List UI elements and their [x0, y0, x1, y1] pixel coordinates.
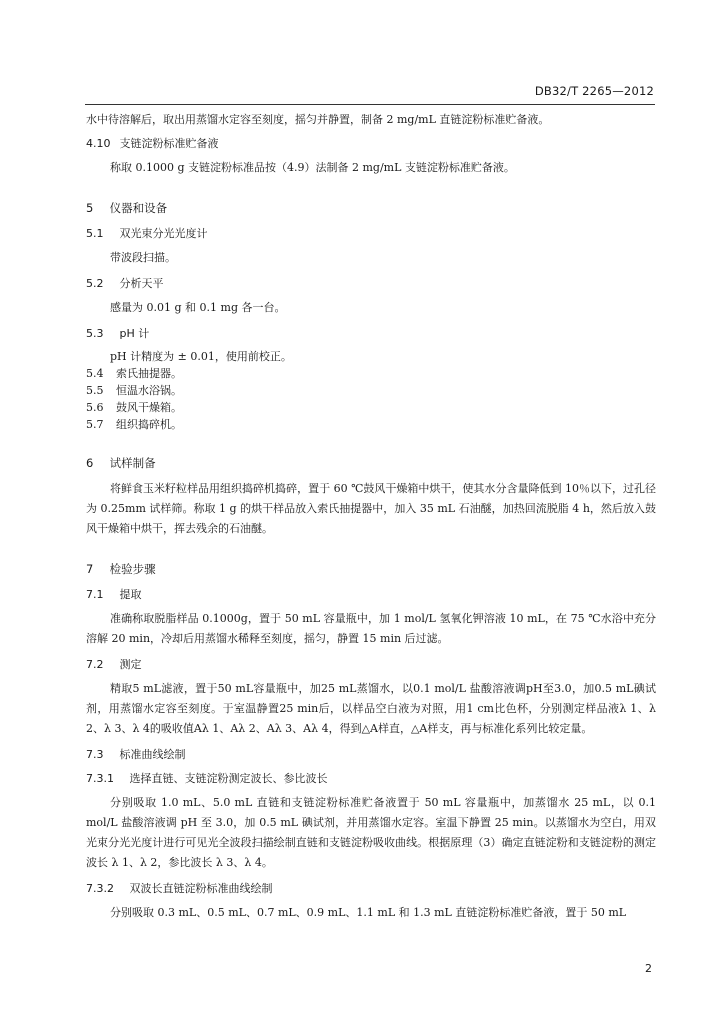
- section-number: 7.2: [86, 658, 104, 671]
- list-item: [86, 365, 656, 382]
- section-title: 分析天平: [119, 277, 164, 290]
- section-title: 测定: [119, 658, 142, 671]
- section-7-heading: [86, 559, 656, 579]
- standard-code-header: DB32/T 2265—2012: [534, 84, 654, 98]
- section-5-2-heading: [86, 274, 656, 294]
- section-7-3-1-heading: [86, 769, 656, 789]
- section-number: 4.10: [86, 137, 111, 150]
- section-7-3-heading: [86, 745, 656, 765]
- section-title: pH 计: [119, 327, 150, 340]
- section-4-10-text: 称取 0.1000 g 支链淀粉标准品按（4.9）法制备 2 mg/mL 支链淀粉标准贮备液。: [110, 161, 515, 174]
- item-number: 5.7: [86, 418, 104, 431]
- section-7-3-1-text: 分别吸取 1.0 mL、5.0 mL 直链和支链淀粉标准贮备液置于 50 mL 容量瓶中，加蒸馏水 25 mL，以 0.1 mol/L 盐酸溶液调 pH 至 3.0，加 0.5 mL 碘试剂，并用蒸馏水定容。室温下静置 25 min。以蒸馏水为空白，用双光束分光光度计进行可见光全波段扫描绘制直链和支链淀粉吸收曲线。根据原理（3）确定直链淀粉和支链淀粉的测定波长 λ 1、λ 2，参比波长 λ 3、λ 4。: [86, 796, 656, 869]
- item-number: 5.5: [86, 384, 104, 397]
- section-title: 双波长直链淀粉标准曲线绘制: [129, 882, 273, 895]
- section-title: 提取: [119, 588, 142, 601]
- section-number: 7.3: [86, 748, 104, 761]
- paragraph-continuation: 水中待溶解后，取出用蒸馏水定容至刻度，摇匀并静置，制备 2 mg/mL 直链淀粉标准贮备液。: [86, 113, 550, 126]
- list-item: [86, 416, 656, 433]
- section-6-heading: [86, 453, 656, 473]
- section-title: 仪器和设备: [109, 201, 168, 215]
- section-number: 6: [86, 456, 94, 470]
- section-5-3-text: pH 计精度为 ± 0.01，使用前校正。: [110, 350, 292, 363]
- section-title: 双光束分光光度计: [119, 227, 208, 240]
- item-number: 5.4: [86, 367, 104, 380]
- section-7-2-heading: [86, 655, 656, 675]
- section-number: 5.2: [86, 277, 104, 290]
- section-7-1-heading: [86, 585, 656, 605]
- section-7-3-2-heading: [86, 879, 656, 899]
- section-number: 7.3.2: [86, 882, 114, 895]
- header-divider: [85, 104, 655, 105]
- section-5-heading: [86, 198, 656, 218]
- section-number: 7.3.1: [86, 772, 114, 785]
- document-body: [86, 110, 656, 923]
- item-text: 恒温水浴锅。: [116, 384, 182, 397]
- section-number: 5.1: [86, 227, 104, 240]
- section-title: 试样制备: [109, 456, 156, 470]
- section-5-1-heading: [86, 224, 656, 244]
- section-number: 7.1: [86, 588, 104, 601]
- section-title: 检验步骤: [109, 562, 156, 576]
- section-7-2-text: 精取5 mL滤液，置于50 mL容量瓶中，加25 mL蒸馏水，以0.1 mol/L 盐酸溶液调pH至3.0，加0.5 mL碘试剂，用蒸馏水定容至刻度。于室温静置25 min后，以样品空白液为对照，用1 cm比色杯，分别测定样品液λ 1、λ 2、λ 3、λ 4的吸收值Aλ 1、Aλ 2、Aλ 3、Aλ 4，得到△A样直，△A样支，再与标准化系列比较定量。: [86, 682, 656, 735]
- section-title: 支链淀粉标准贮备液: [119, 137, 219, 150]
- section-4-10-heading: [86, 134, 656, 154]
- section-title: 标准曲线绘制: [119, 748, 186, 761]
- section-number: 5: [86, 201, 94, 215]
- item-text: 索氏抽提器。: [116, 367, 182, 380]
- item-text: 组织捣碎机。: [116, 418, 182, 431]
- section-number: 5.3: [86, 327, 104, 340]
- item-number: 5.6: [86, 401, 104, 414]
- page-number: 2: [645, 962, 652, 975]
- section-7-3-2-text: 分别吸取 0.3 mL、0.5 mL、0.7 mL、0.9 mL、1.1 mL 和 1.3 mL 直链淀粉标准贮备液，置于 50 mL: [110, 906, 627, 919]
- section-title: 选择直链、支链淀粉测定波长、参比波长: [129, 772, 328, 785]
- item-text: 鼓风干燥箱。: [116, 401, 182, 414]
- list-item: [86, 382, 656, 399]
- section-5-3-heading: [86, 324, 656, 344]
- section-7-1-text: 准确称取脱脂样品 0.1000g，置于 50 mL 容量瓶中，加 1 mol/L 氢氧化钾溶液 10 mL，在 75 ℃水浴中充分溶解 20 min，冷却后用蒸馏水稀释至刻度，摇匀，静置 15 min 后过滤。: [86, 612, 656, 645]
- section-6-text: 将鲜食玉米籽粒样品用组织捣碎机捣碎，置于 60 ℃鼓风干燥箱中烘干，使其水分含量降低到 10％以下，过孔径为 0.25mm 试样筛。称取 1 g 的烘干样品放入索氏抽提器中，加入 35 mL 石油醚，加热回流脱脂 4 h，然后放入鼓风干燥箱中烘干，挥去残余的石油醚。: [86, 482, 656, 535]
- section-5-1-text: 带波段扫描。: [110, 251, 176, 264]
- section-number: 7: [86, 562, 94, 576]
- section-5-2-text: 感量为 0.01 g 和 0.1 mg 各一台。: [110, 301, 286, 314]
- list-item: [86, 399, 656, 416]
